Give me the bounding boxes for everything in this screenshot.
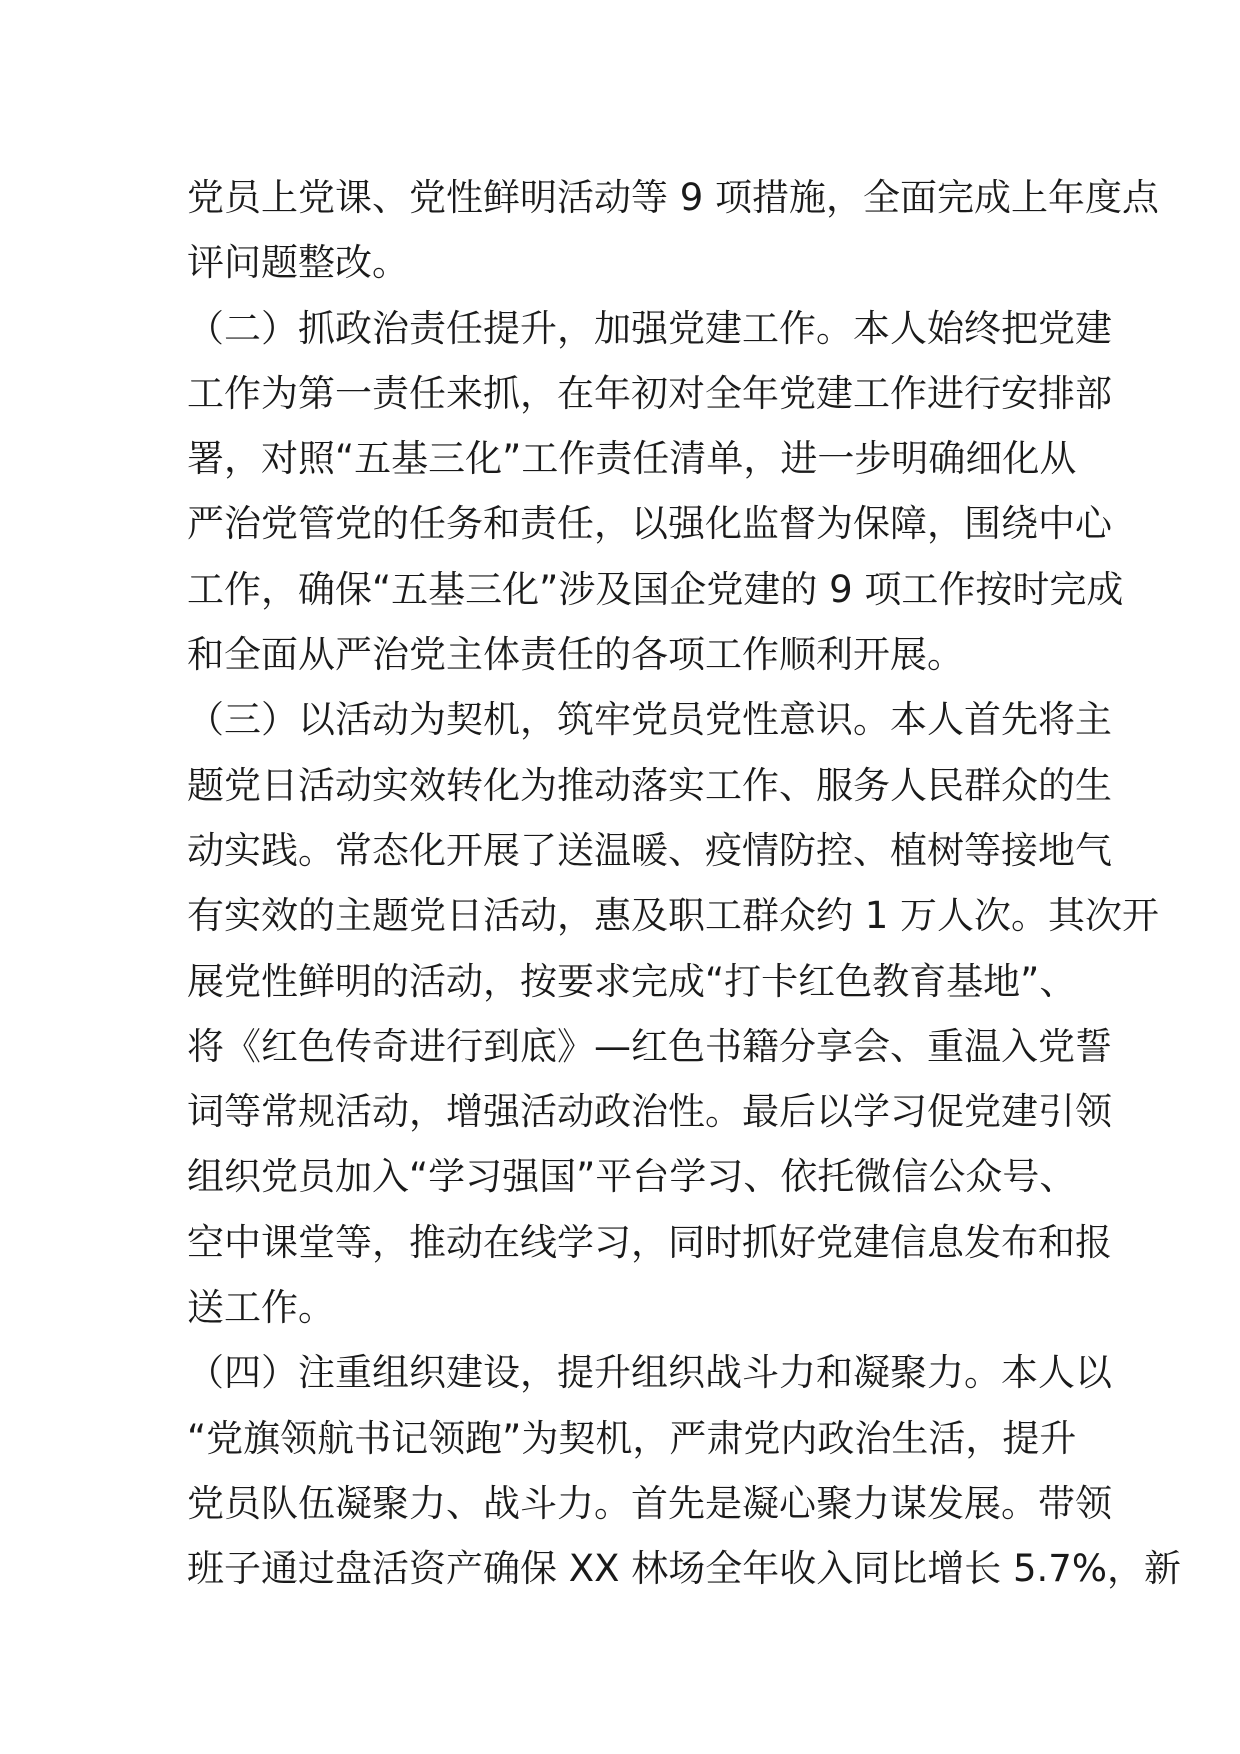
text-line: 班子通过盘活资产确保 XX 林场全年收入同比增长 5.7%，新 bbox=[187, 1547, 1181, 1591]
text-line: （三）以活动为契机，筑牢党员党性意识。本人首先将主 bbox=[187, 698, 1112, 742]
text-line: 词等常规活动，增强活动政治性。最后以学习促党建引领 bbox=[187, 1090, 1112, 1134]
text-line: 党员队伍凝聚力、战斗力。首先是凝心聚力谋发展。带领 bbox=[187, 1481, 1112, 1525]
text-line: 署，对照“五基三化”工作责任清单，进一步明确细化从 bbox=[187, 437, 1077, 481]
text-line: 组织党员加入“学习强国”平台学习、依托微信公众号、 bbox=[187, 1155, 1077, 1199]
text-line: 党员上党课、党性鲜明活动等 9 项措施，全面完成上年度点 bbox=[187, 176, 1160, 219]
text-line: 有实效的主题党日活动，惠及职工群众约 1 万人次。其次开 bbox=[187, 894, 1160, 938]
text-line: 空中课堂等，推动在线学习，同时抓好党建信息发布和报 bbox=[187, 1220, 1112, 1264]
text-line: 送工作。 bbox=[187, 1286, 335, 1330]
text-line: 评问题整改。 bbox=[187, 241, 409, 285]
text-line: 工作为第一责任来抓，在年初对全年党建工作进行安排部 bbox=[187, 371, 1112, 415]
body-text bbox=[187, 165, 1181, 1602]
text-line: 将《红色传奇进行到底》—红色书籍分享会、重温入党誓 bbox=[187, 1024, 1112, 1068]
text-line: 严治党管党的任务和责任，以强化监督为保障，围绕中心 bbox=[187, 502, 1112, 546]
text-line: 工作，确保“五基三化”涉及国企党建的 9 项工作按时完成 bbox=[187, 567, 1124, 611]
text-line: “党旗领航书记领跑”为契机，严肃党内政治生活，提升 bbox=[187, 1416, 1077, 1460]
text-line: （四）注重组织建设，提升组织战斗力和凝聚力。本人以 bbox=[187, 1351, 1112, 1395]
text-line: 展党性鲜明的活动，按要求完成“打卡红色教育基地”、 bbox=[187, 959, 1077, 1003]
text-line: 题党日活动实效转化为推动落实工作、服务人民群众的生 bbox=[187, 763, 1112, 807]
text-line: 和全面从严治党主体责任的各项工作顺利开展。 bbox=[187, 633, 964, 677]
text-line: （二）抓政治责任提升，加强党建工作。本人始终把党建 bbox=[187, 306, 1112, 350]
text-line: 动实践。常态化开展了送温暖、疫情防控、植树等接地气 bbox=[187, 828, 1112, 872]
